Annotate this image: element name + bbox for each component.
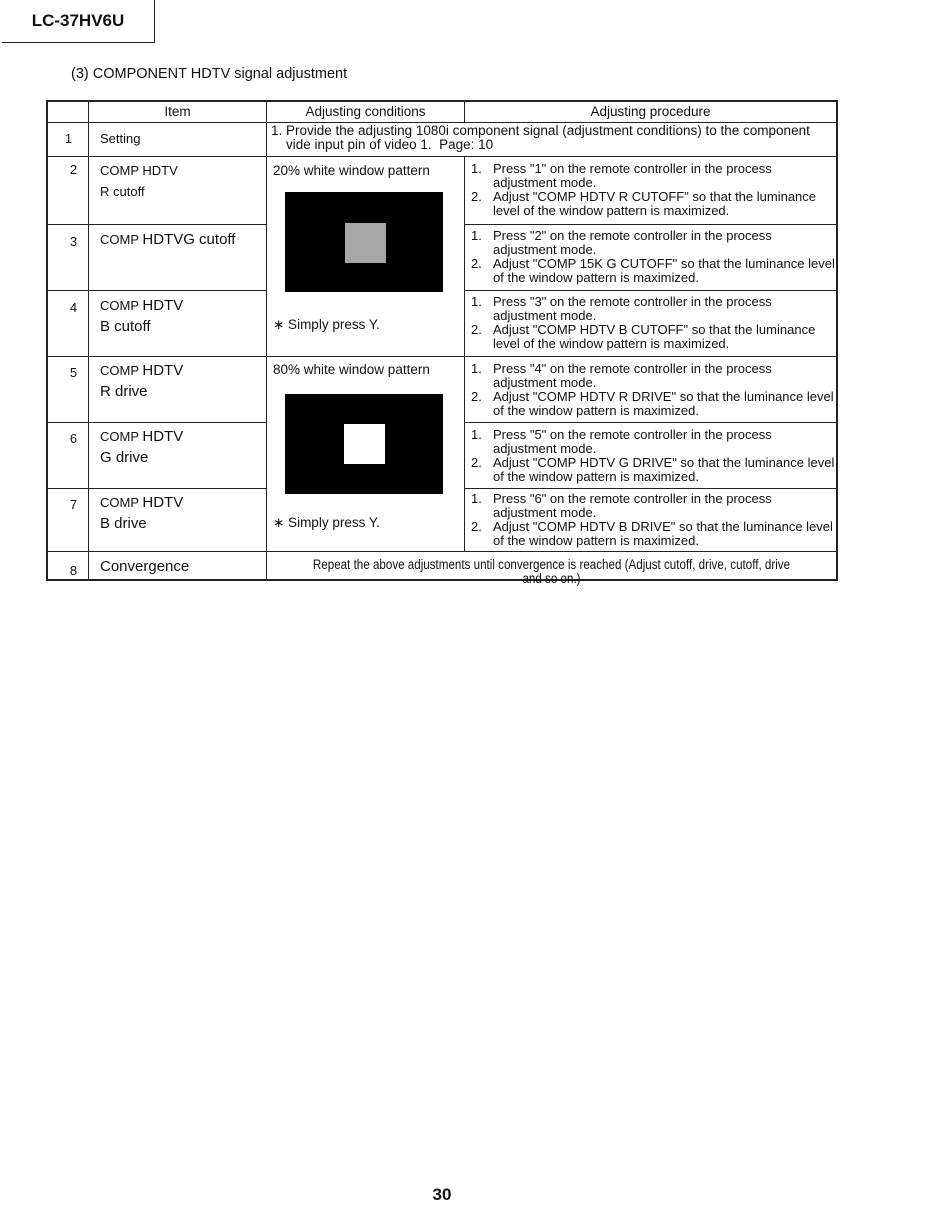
procedure-row-2 <box>471 162 837 218</box>
model-number-box <box>2 0 155 43</box>
row-divider <box>48 224 266 225</box>
convergence-instruction: Repeat the above adjustments until convergence is reached (Adjust cutoff, drive, cutoff, drive and so on.) <box>312 557 791 586</box>
item-label: COMP <box>100 495 143 510</box>
procedure-step: 2. Adjust "COMP HDTV R CUTOFF" so that the luminance level of the window pattern is maximized. <box>471 189 817 218</box>
procedure-row-5 <box>471 362 837 418</box>
header-procedure: Adjusting procedure <box>590 104 711 119</box>
procedure-step: 1. Press "2" on the remote controller in the process adjustment mode. <box>471 228 772 257</box>
row-divider <box>48 356 836 357</box>
procedure-step: 2. Adjust "COMP HDTV R DRIVE" so that the luminance level of the window pattern is maximized. <box>471 389 834 418</box>
item-label: B cutoff <box>100 318 151 335</box>
item-label: COMP <box>100 363 143 378</box>
row-divider <box>48 156 836 157</box>
row-number: 1 <box>64 131 73 146</box>
row-divider <box>48 290 266 291</box>
header-item: Item <box>164 104 191 119</box>
item-label: COMP HDTV <box>100 163 178 178</box>
procedure-step: 1. Press "5" on the remote controller in the process adjustment mode. <box>471 427 772 456</box>
procedure-step: 2. Adjust "COMP HDTV G DRIVE" so that the luminance level of the window pattern is maximized. <box>471 455 835 484</box>
model-number: LC-37HV6U <box>31 11 125 30</box>
gray-window <box>345 223 386 263</box>
row-number: 8 <box>69 563 78 578</box>
row-number: 4 <box>69 300 78 315</box>
item-label: HDTV <box>142 297 184 314</box>
procedure-step: 2. Adjust "COMP HDTV B DRIVE" so that the luminance level of the window pattern is maximized. <box>471 519 833 548</box>
item-label: HDTV <box>142 428 184 445</box>
page-number: 30 <box>432 1185 452 1204</box>
drive-window-pattern <box>285 394 443 494</box>
item-label: HDTVG cutoff <box>142 231 236 248</box>
procedure-step: 1. Press "1" on the remote controller in the process adjustment mode. <box>471 161 772 190</box>
row-number: 2 <box>69 162 78 177</box>
item-label: B drive <box>100 515 147 532</box>
item-r-cutoff <box>100 160 178 202</box>
item-label: Setting <box>100 131 141 146</box>
cutoff-note: ∗ Simply press Y. <box>273 317 380 332</box>
row-divider <box>464 422 836 423</box>
procedure-row-7 <box>471 492 837 548</box>
item-label: COMP <box>100 298 143 313</box>
procedure-row-4 <box>471 295 837 351</box>
setting-instruction: 1. Provide the adjusting 1080i component signal (adjustment conditions) to the component vide input pin of video 1. Page: 10 <box>271 123 810 152</box>
item-label: G drive <box>100 449 149 466</box>
item-g-cutoff <box>100 229 235 250</box>
cutoff-condition-label: 20% white window pattern <box>273 163 430 178</box>
adjustment-table <box>46 100 838 586</box>
white-window <box>344 424 385 464</box>
procedure-step: 2. Adjust "COMP HDTV B CUTOFF" so that the luminance level of the window pattern is maximized. <box>471 322 816 351</box>
row-divider <box>48 551 836 552</box>
item-label: COMP <box>100 429 143 444</box>
item-label: HDTV <box>142 494 184 511</box>
row-divider <box>48 422 266 423</box>
section-title: (3) COMPONENT HDTV signal adjustment <box>71 66 348 82</box>
item-label: HDTV <box>142 362 184 379</box>
item-r-drive <box>100 360 183 402</box>
procedure-step: 2. Adjust "COMP 15K G CUTOFF" so that the luminance level of the window pattern is maximized. <box>471 256 835 285</box>
item-setting <box>100 128 140 149</box>
item-label: Convergence <box>100 558 190 575</box>
row-divider <box>464 290 836 291</box>
column-divider <box>464 156 465 551</box>
item-label: R cutoff <box>100 184 145 199</box>
cutoff-window-pattern <box>285 192 443 292</box>
row-number: 6 <box>69 431 78 446</box>
row-number: 5 <box>69 365 78 380</box>
procedure-step: 1. Press "6" on the remote controller in the process adjustment mode. <box>471 491 772 520</box>
item-label: R drive <box>100 383 148 400</box>
column-divider <box>266 102 267 579</box>
item-g-drive <box>100 426 183 468</box>
drive-note: ∗ Simply press Y. <box>273 515 380 530</box>
drive-condition-label: 80% white window pattern <box>273 362 430 377</box>
row-divider <box>464 224 836 225</box>
procedure-step: 1. Press "4" on the remote controller in the process adjustment mode. <box>471 361 772 390</box>
row-number: 7 <box>69 497 78 512</box>
procedure-row-6 <box>471 428 837 484</box>
row-divider <box>464 488 836 489</box>
item-label: COMP <box>100 232 143 247</box>
item-b-cutoff <box>100 295 183 337</box>
header-conditions: Adjusting conditions <box>305 104 426 119</box>
procedure-step: 1. Press "3" on the remote controller in the process adjustment mode. <box>471 294 772 323</box>
row-divider <box>48 488 266 489</box>
row-number: 3 <box>69 234 78 249</box>
item-convergence <box>100 556 189 577</box>
procedure-row-3 <box>471 229 837 285</box>
item-b-drive <box>100 492 183 534</box>
